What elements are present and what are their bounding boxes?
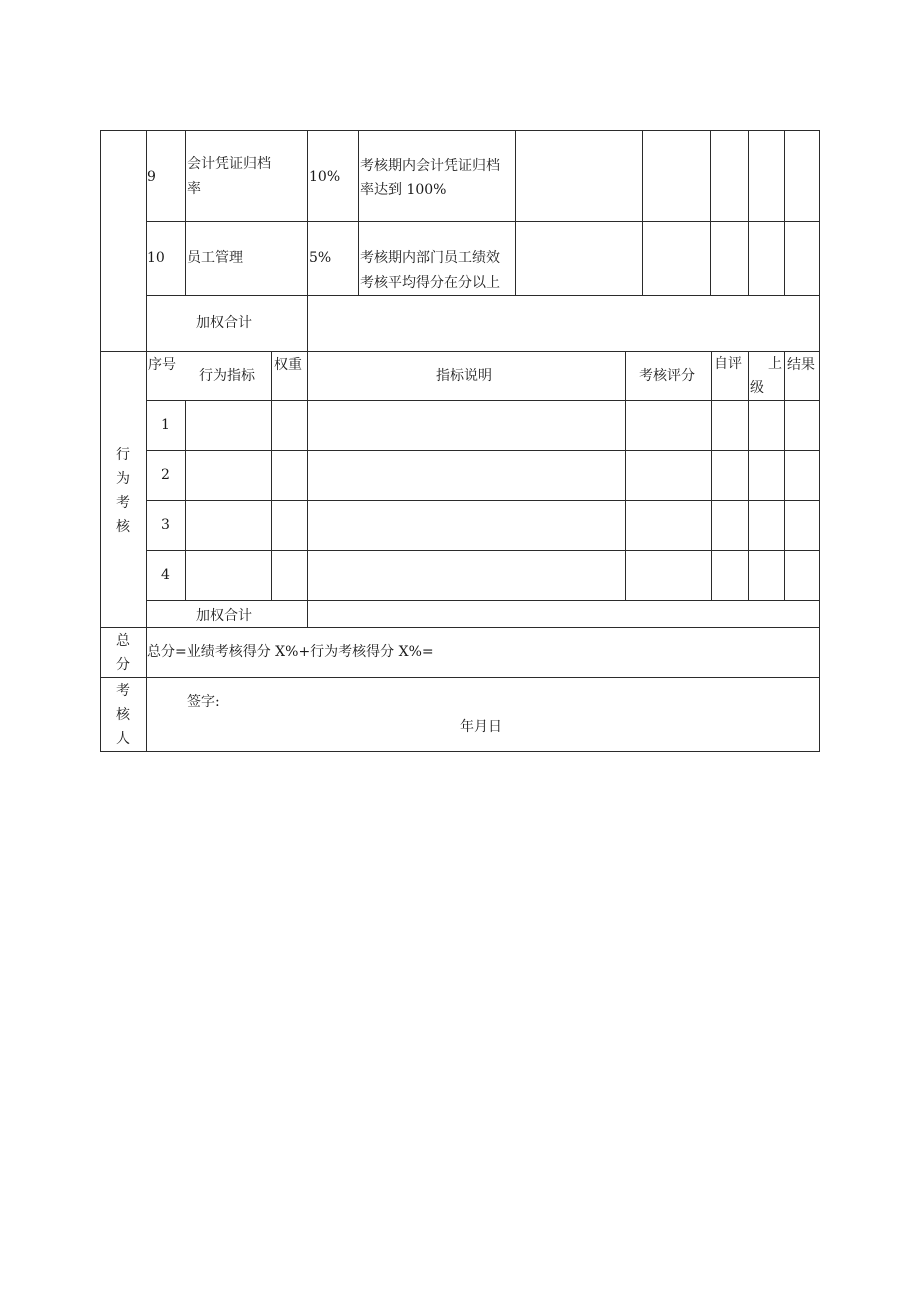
col-divider [358, 130, 359, 295]
row-9-weight: 10% [309, 169, 341, 185]
row-10-no: 10 [147, 250, 165, 266]
row-divider [146, 550, 820, 551]
row-9-item: 会计凭证归档 [187, 156, 271, 172]
behavior-row-4-no: 4 [161, 567, 170, 583]
header-result: 结果 [787, 357, 815, 373]
col-divider [642, 130, 643, 295]
row-10-desc: 考核期内部门员工绩效 [360, 250, 500, 266]
section-divider [100, 627, 820, 628]
date-label: 年月日 [460, 719, 502, 735]
row-divider [146, 450, 820, 451]
table-border-right [819, 130, 820, 752]
row-10-weight: 5% [309, 250, 332, 266]
row-10-desc-cont: 考核平均得分在分以上 [360, 275, 500, 291]
header-superior-2: 级 [750, 380, 764, 396]
table-border-left [100, 130, 101, 752]
assessor-label-2: 核 [116, 707, 130, 723]
header-divider [146, 400, 820, 401]
row-divider [146, 500, 820, 501]
header-self: 自评 [714, 356, 742, 372]
table-border-top [100, 130, 820, 131]
col-divider [307, 130, 308, 351]
row-9-item-cont: 率 [187, 181, 201, 197]
header-superior-1: 上 [768, 356, 782, 372]
row-9-no: 9 [147, 169, 156, 185]
col-divider [307, 351, 308, 627]
col-divider [515, 130, 516, 295]
assessor-label-3: 人 [116, 731, 130, 747]
weighted-total-label: 加权合计 [196, 315, 252, 331]
row-divider [146, 600, 820, 601]
total-label-1: 总 [116, 633, 130, 649]
assessor-label-1: 考 [116, 683, 130, 699]
col-divider [748, 130, 749, 295]
col-divider [271, 351, 272, 600]
header-weight: 权重 [274, 357, 302, 373]
behavior-row-2-no: 2 [161, 467, 170, 483]
behavior-section-label-4: 核 [116, 519, 130, 535]
col-divider [625, 351, 626, 600]
behavior-section-label-2: 为 [116, 471, 130, 487]
section-divider [100, 351, 820, 352]
row-divider [146, 221, 820, 222]
table-border-bottom [100, 751, 820, 752]
row-9-desc-cont: 率达到 100% [360, 182, 447, 198]
col-divider [185, 130, 186, 295]
col-divider [185, 400, 186, 600]
row-10-item: 员工管理 [187, 250, 243, 266]
behavior-weighted-total-label: 加权合计 [196, 608, 252, 624]
section-divider [100, 677, 820, 678]
total-label-2: 分 [116, 657, 130, 673]
row-9-desc: 考核期内会计凭证归档 [360, 158, 500, 174]
header-score: 考核评分 [639, 368, 695, 384]
signature-label: 签字: [187, 694, 220, 710]
header-indicator: 行为指标 [199, 368, 255, 384]
col-divider [784, 351, 785, 600]
col-divider [710, 130, 711, 295]
behavior-section-label-3: 考 [116, 495, 130, 511]
col-divider [711, 351, 712, 600]
behavior-row-3-no: 3 [161, 517, 170, 533]
col-divider [748, 351, 749, 600]
col-divider [784, 130, 785, 295]
behavior-row-1-no: 1 [161, 417, 170, 433]
row-divider [146, 295, 820, 296]
header-no: 序号 [148, 357, 176, 373]
header-desc: 指标说明 [436, 368, 492, 384]
behavior-section-label-1: 行 [116, 447, 130, 463]
total-score-formula: 总分=业绩考核得分 X%+行为考核得分 X%= [147, 644, 434, 660]
